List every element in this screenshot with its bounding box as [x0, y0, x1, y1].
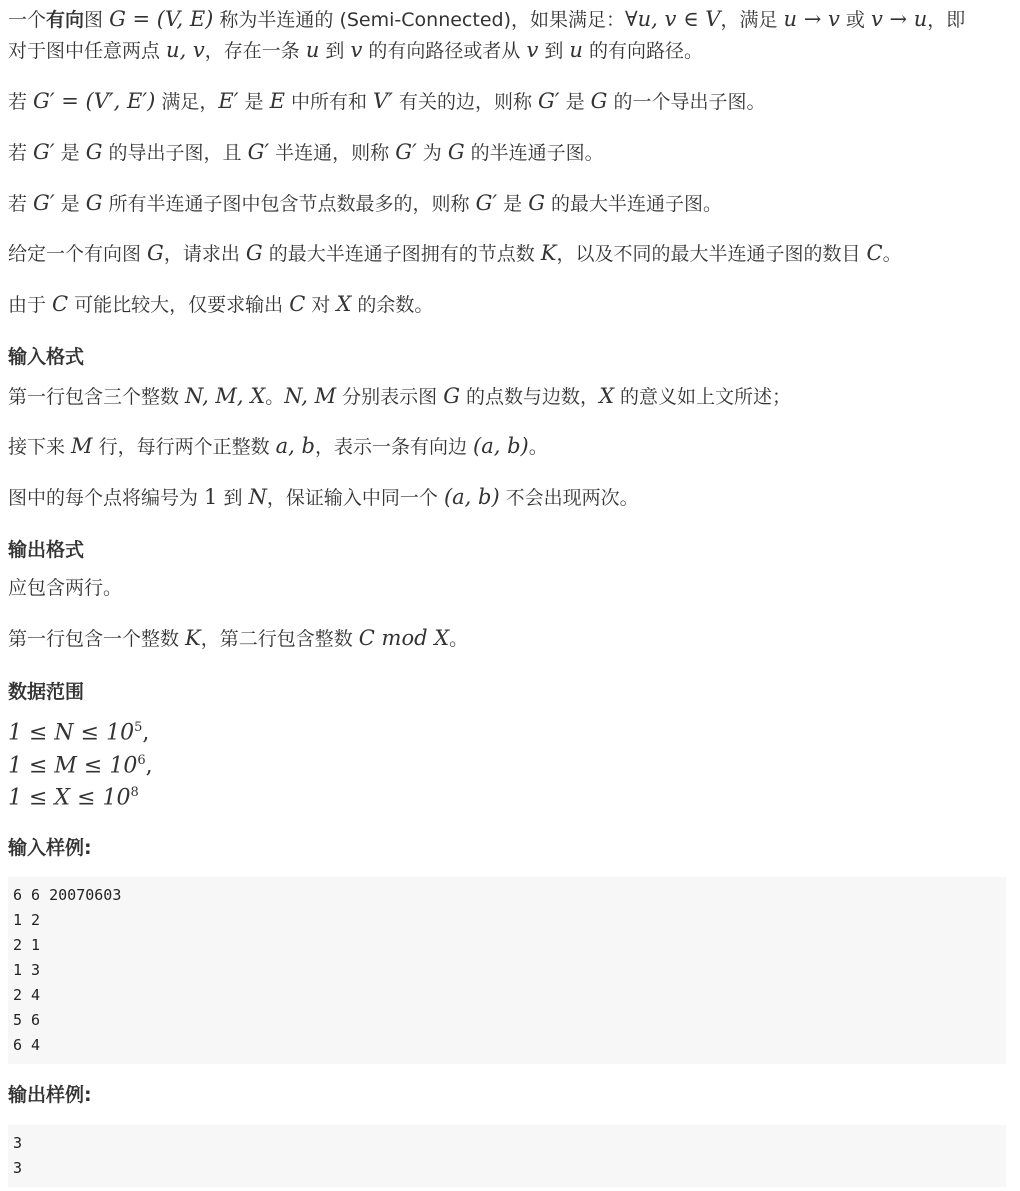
math: 1 ≤ M ≤ 10 — [8, 753, 138, 779]
desc-para-2 — [8, 88, 766, 115]
text: 是 — [54, 193, 86, 215]
text: 称为半连通的 (Semi-Connected)，如果满足： — [213, 9, 625, 31]
text: 若 — [8, 91, 34, 113]
math: G — [443, 384, 461, 408]
output-format-para-2 — [8, 625, 468, 652]
text: 到 — [538, 40, 570, 62]
text: ，以及不同的最大半连通子图的数目 — [556, 243, 867, 265]
text: 的最大半连通子图。 — [544, 193, 723, 215]
code-line: 2 4 — [13, 986, 41, 1004]
text: 半连通，则称 — [269, 142, 396, 164]
math: X — [336, 292, 352, 316]
text: 图 — [84, 9, 110, 31]
input-format-para-1 — [8, 383, 791, 410]
math: a, b — [275, 434, 315, 458]
math: C — [52, 292, 69, 316]
math: C — [289, 292, 306, 316]
text: 分别表示图 — [336, 386, 444, 408]
range-line-3 — [8, 777, 139, 814]
text: 的导出子图，且 — [102, 142, 248, 164]
text: 的意义如上文所述； — [614, 386, 792, 408]
sample-output-heading: 输出样例: — [8, 1084, 92, 1106]
text: 给定一个有向图 — [8, 243, 148, 265]
math: G′ — [538, 89, 560, 113]
math: G′ — [247, 140, 270, 164]
text: 不会出现两次。 — [499, 487, 639, 509]
math: G′ — [475, 191, 498, 215]
text: 。 — [882, 243, 902, 265]
math: G′ — [33, 140, 55, 164]
text: 第一行包含三个整数 — [8, 386, 186, 408]
text: 的有向路径。 — [582, 40, 703, 62]
text: 或 — [839, 9, 871, 31]
math: N, M — [284, 384, 337, 408]
math: u — [569, 38, 583, 62]
code-line: 3 — [13, 1134, 23, 1152]
text: , — [142, 720, 150, 746]
text: 是 — [54, 142, 86, 164]
text: 。 — [265, 386, 285, 408]
text: 有关的边，则称 — [392, 91, 539, 113]
text: 的余数。 — [351, 294, 434, 316]
desc-line-2 — [8, 37, 703, 64]
text: ，表示一条有向边 — [314, 436, 474, 458]
text: 。 — [449, 628, 469, 650]
math: (a, b) — [473, 434, 529, 458]
input-format-para-2 — [8, 433, 548, 460]
text: 是 — [497, 193, 529, 215]
code-line: 3 — [13, 1159, 23, 1177]
math: C mod X — [358, 626, 450, 650]
text: 的半连通子图。 — [464, 142, 604, 164]
math: G — [85, 191, 103, 215]
range-line-1 — [8, 712, 149, 749]
text: , — [145, 753, 153, 779]
math: C — [866, 241, 883, 265]
math: G — [85, 140, 103, 164]
math: v — [526, 38, 539, 62]
sample-input-code — [8, 877, 1006, 1064]
text: 可能比较大，仅要求输出 — [68, 294, 290, 316]
text: 到 — [319, 40, 351, 62]
text: ，第二行包含整数 — [200, 628, 359, 650]
exponent: 5 — [134, 720, 143, 735]
output-format-heading: 输出格式 — [8, 539, 85, 561]
text: 的一个导出子图。 — [607, 91, 766, 113]
code-line: 1 3 — [13, 961, 41, 979]
text: ，满足 — [720, 9, 784, 31]
desc-para-5 — [8, 240, 902, 267]
text: ，即 — [927, 9, 966, 31]
code-line: 6 4 — [13, 1036, 41, 1054]
math: (a, b) — [443, 485, 500, 509]
math: G — [447, 140, 465, 164]
text: 的点数与边数， — [460, 386, 600, 408]
text: 若 — [8, 193, 34, 215]
text: 第一行包含一个整数 — [8, 628, 186, 650]
math: G′ = (V′, E′) — [33, 89, 156, 113]
text: 由于 — [8, 294, 53, 316]
desc-para-6 — [8, 291, 433, 318]
sample-output-code — [8, 1125, 1006, 1187]
text: 接下来 — [8, 436, 72, 458]
text: 是 — [559, 91, 591, 113]
text: 中所有和 — [284, 91, 373, 113]
text: 对于图中任意两点 — [8, 40, 167, 62]
math: G = (V, E) — [109, 7, 214, 31]
math: G — [590, 89, 608, 113]
text: 的有向路径或者从 — [362, 40, 527, 62]
code-line: 1 2 — [13, 911, 41, 929]
text: 图中的每个点将编号为 — [8, 487, 205, 509]
text: 是 — [238, 91, 270, 113]
text: 所有半连通子图中包含节点数最多的，则称 — [102, 193, 476, 215]
math: u → v — [783, 7, 840, 31]
code-line: 5 6 — [13, 1011, 41, 1029]
math: 1 ≤ X ≤ 10 — [8, 785, 131, 811]
text: 若 — [8, 142, 34, 164]
text: 。 — [528, 436, 548, 458]
math: K — [540, 241, 557, 265]
math: G′ — [33, 191, 55, 215]
text: 的最大半连通子图拥有的节点数 — [262, 243, 541, 265]
text: 满足， — [155, 91, 219, 113]
text: ，保证输入中同一个 — [266, 487, 444, 509]
math: v → u — [870, 7, 928, 31]
math: E′ — [218, 89, 239, 113]
math: v — [350, 38, 363, 62]
math: V′ — [373, 89, 393, 113]
exponent: 6 — [137, 753, 146, 768]
input-format-heading: 输入格式 — [8, 346, 85, 368]
output-format-para-1: 应包含两行。 — [8, 577, 123, 599]
math: G′ — [395, 140, 417, 164]
bold-text: 有向 — [46, 9, 85, 31]
text: ，请求出 — [163, 243, 246, 265]
sample-input-heading: 输入样例: — [8, 837, 92, 859]
math: ∀u, v ∈ V — [624, 7, 721, 31]
text: 对 — [305, 294, 337, 316]
range-heading: 数据范围 — [8, 681, 85, 703]
math: G — [245, 241, 263, 265]
desc-para-3 — [8, 139, 604, 166]
math: u — [305, 38, 320, 62]
desc-para-4 — [8, 190, 722, 217]
math: X — [599, 384, 615, 408]
text: 到 — [217, 487, 249, 509]
math: 1 ≤ N ≤ 10 — [8, 720, 135, 746]
math: M — [71, 434, 93, 458]
math: N — [248, 485, 267, 509]
text: 为 — [416, 142, 448, 164]
text: 行，每行两个正整数 — [92, 436, 276, 458]
text: ，存在一条 — [204, 40, 306, 62]
desc-line-1 — [8, 6, 965, 33]
math: N, M, X — [185, 384, 266, 408]
code-line: 6 6 20070603 — [13, 886, 122, 904]
input-format-para-3 — [8, 484, 639, 511]
math: K — [185, 626, 201, 650]
math: u, v — [166, 38, 205, 62]
math: 1 — [204, 485, 218, 509]
code-line: 2 1 — [13, 936, 41, 954]
text: 一个 — [8, 9, 47, 31]
math: E — [269, 89, 285, 113]
math: G — [528, 191, 545, 215]
math: G — [147, 241, 164, 265]
exponent: 8 — [130, 785, 139, 800]
